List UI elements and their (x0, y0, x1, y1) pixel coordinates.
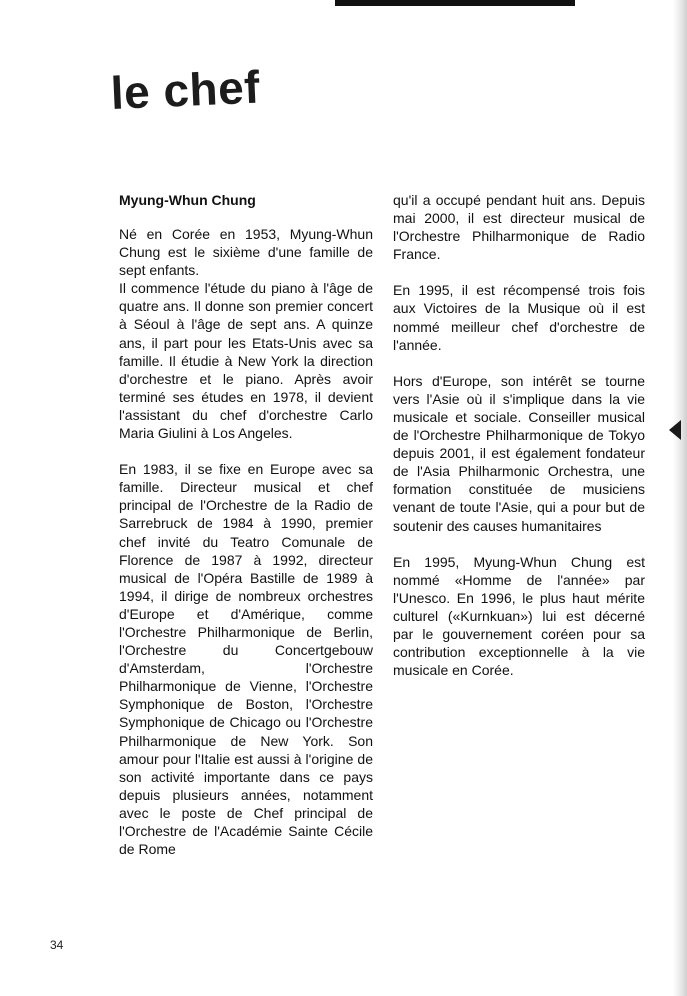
paragraph-radio-france: qu'il a occupé pendant huit ans. Depuis mai 2000, il est directeur musical de l'Orchestre Philharmonique de Radio France. (393, 192, 645, 263)
left-column (119, 191, 373, 858)
paragraph-birth: Né en Corée en 1953, Myung-Whun Chung est le sixième d'une famille de sept enfants. (119, 226, 373, 279)
paragraph-unesco: En 1995, Myung-Whun Chung est nommé «Homme de l'année» par l'Unesco. En 1996, le plus haut mérite culturel («Kurnkuan») lui est décerné par le gouvernement coréen pour sa contribution exceptionnelle à la vie musicale en Corée. (393, 553, 645, 679)
top-edge-bar (335, 0, 575, 6)
edge-notch-mark (669, 420, 681, 440)
right-column (393, 191, 645, 679)
paragraph-victoires: En 1995, il est récompensé trois fois aux Victoires de la Musique où il est nommé meilleur chef d'orchestre de l'année. (393, 282, 645, 353)
paragraph-asia: Hors d'Europe, son intérêt se tourne vers l'Asie où il s'implique dans la vie musicale et sociale. Conseiller musical de l'Orchestre Philharmonique de Tokyo depuis 2001, il est également fondateur de l'Asia Philharmonic Orchestra, une formation constituée de musiciens venant de toute l'Asie, qui a pour but de soutenir des causes humanitaires (393, 372, 645, 534)
page-right-edge (673, 0, 687, 996)
paragraph-europe: En 1983, il se fixe en Europe avec sa famille. Directeur musical et chef principal de l'Orchestre de la Radio de Sarrebruck de 1984 à 1990, premier chef invité du Teatro Comunale de Florence de 1987 à 1992, directeur musical de l'Opéra Bastille de 1989 à 1994, il dirige de nombreux orchestres d'Europe et d'Amérique, comme l'Orchestre Philharmonique de Berlin, l'Orchestre du Concertgebouw d'Amsterdam, l'Orchestre Philharmonique de Vienne, l'Orchestre Symphonique de Boston, l'Orchestre Symphonique de Chicago ou l'Orchestre Philharmonique de New York. Son amour pour l'Italie est aussi à l'origine de son activité importante dans ce pays depuis plusieurs années, notamment avec le poste de Chef principal de l'Orchestre de l'Académie Sainte Cécile de Rome (119, 461, 373, 858)
chapter-title: le chef (109, 60, 262, 120)
page-number: 34 (50, 938, 64, 952)
author-name: Myung-Whun Chung (119, 192, 256, 208)
paragraph-early-career: Il commence l'étude du piano à l'âge de quatre ans. Il donne son premier concert à Séoul à l'âge de sept ans. A quinze ans, il part pour les Etats-Unis avec sa famille. Il étudie à New York la direction d'orchestre et le piano. Après avoir terminé ses études en 1978, il devient l'assistant du chef d'orchestre Carlo Maria Giulini à Los Angeles. (119, 280, 373, 442)
